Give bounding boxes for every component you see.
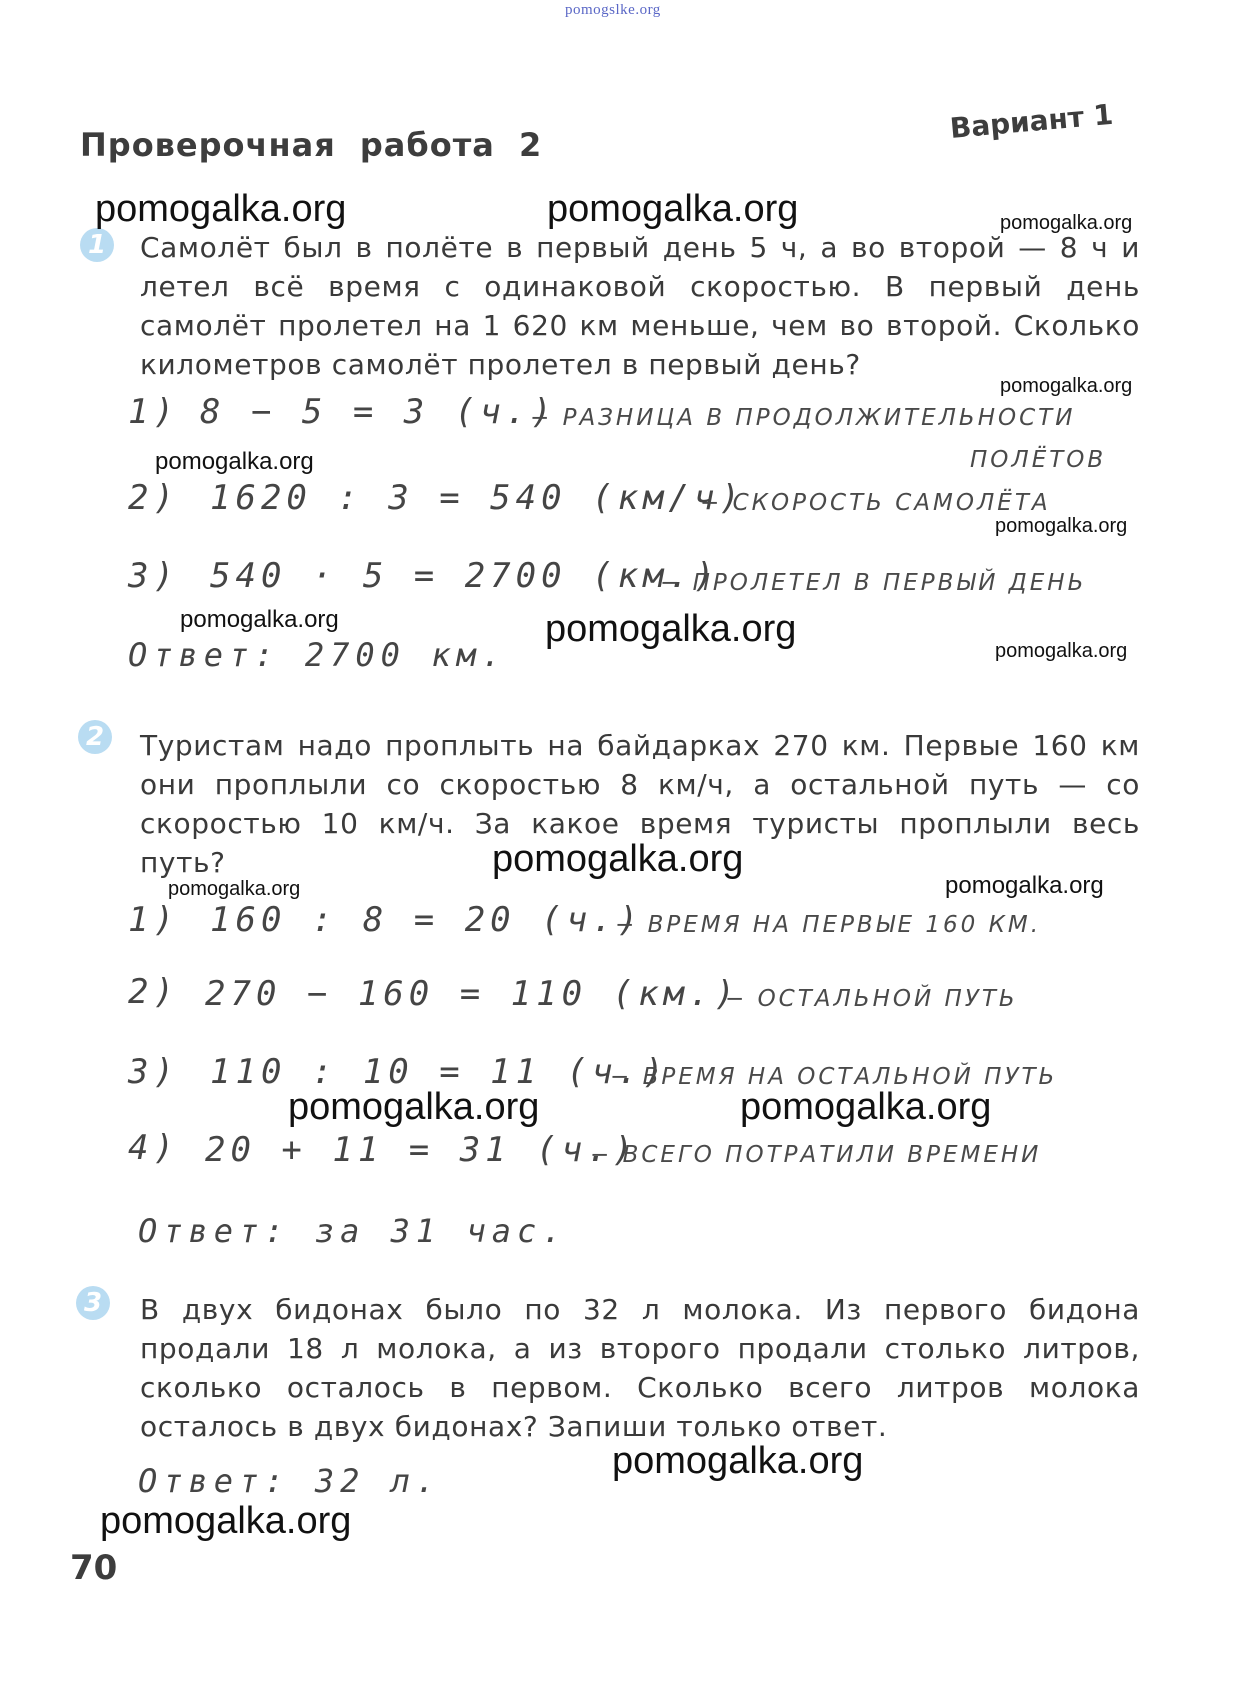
task-1-step-3-expression: 540 · 5 = 2700 (км.) [210, 556, 720, 596]
task-1-step-3-note: − ПРОЛЕТЕЛ В ПЕРВЫЙ ДЕНЬ [660, 570, 1087, 596]
task-1-step-1-note: − РАЗНИЦА В ПРОДОЛЖИТЕЛЬНОСТИ [530, 405, 1076, 431]
task-3-text: В двух бидонах было по 32 л молока. Из первого бидона продали 18 л молока, а из второго продали столько литров, сколько осталось в первом. Сколько всего литров молока осталось в двух бидонах? Запиши только ответ. [140, 1293, 1140, 1443]
task-1-text: Самолёт был в полёте в первый день 5 ч, а во второй — 8 ч и летел всё время с одинаковой скоростью. В первый день самолёт пролетел на 1 620 км меньше, чем во второй. Сколько километров самолёт пролетел в первый день? [140, 231, 1140, 381]
watermark: pomogalka.org [168, 878, 301, 900]
watermark: pomogalka.org [995, 515, 1128, 537]
watermark: pomogalka.org [547, 188, 799, 230]
task-1-step-1-expression: 8 − 5 = 3 (ч.) [200, 392, 557, 432]
task-3-answer: Ответ: 32 л. [138, 1462, 442, 1500]
task-1-step-2-number: 2) [128, 478, 179, 518]
page-title: Проверочная работа 2 [80, 126, 543, 164]
watermark: pomogalka.org [545, 608, 797, 650]
watermark: pomogalka.org [180, 606, 339, 633]
watermark: pomogalka.org [100, 1500, 352, 1542]
task-2-step-4-note: − ВСЕГО ПОТРАТИЛИ ВРЕМЕНИ [590, 1142, 1042, 1168]
task-2-step-3-expression: 110 : 10 = 11 (ч.) [210, 1052, 669, 1092]
watermark: pomogalka.org [740, 1086, 992, 1128]
watermark: pomogalka.org [995, 640, 1128, 662]
task-2-step-1-expression: 160 : 8 = 20 (ч.) [210, 900, 643, 940]
watermark: pomogalka.org [155, 448, 314, 475]
task-2-step-2-note: − ОСТАЛЬНОЙ ПУТЬ [725, 986, 1018, 1012]
task-2-step-3-number: 3) [128, 1052, 179, 1092]
task-2-step-2-expression: 270 − 160 = 110 (км.) [205, 974, 740, 1014]
top-watermark: pomogslke.org [565, 2, 661, 18]
task-1-step-1-note-continued: ПОЛЁТОВ [970, 447, 1107, 473]
watermark: pomogalka.org [612, 1440, 864, 1482]
task-1-step-2-expression: 1620 : 3 = 540 (км/ч) [210, 478, 745, 518]
task-2-answer: Ответ: за 31 час. [138, 1212, 568, 1250]
page-number: 70 [70, 1548, 118, 1588]
task-2-step-4-number: 4) [128, 1128, 179, 1168]
watermark: pomogalka.org [288, 1086, 540, 1128]
task-2-step-4-expression: 20 + 11 = 31 (ч.) [205, 1130, 638, 1170]
task-2-text: Туристам надо проплыть на байдарках 270 км. Первые 160 км они проплыли со скоростью 8 км/ч, а остальной путь — со скоростью 10 км/ч. За какое время туристы проплыли весь путь? [140, 729, 1140, 879]
watermark: pomogalka.org [95, 188, 347, 230]
watermark: pomogalka.org [492, 838, 744, 880]
watermark: pomogalka.org [945, 872, 1104, 899]
task-2-step-1-number: 1) [128, 900, 179, 940]
task-1-number-badge: 1 [80, 228, 114, 262]
task-1-step-3-number: 3) [128, 556, 179, 596]
task-1-step-1-number: 1) [128, 392, 179, 432]
variant-label: Вариант 1 [948, 97, 1115, 145]
task-2-step-3-note: − ВРЕМЯ НА ОСТАЛЬНОЙ ПУТЬ [610, 1064, 1058, 1090]
task-1-answer: Ответ: 2700 км. [128, 636, 507, 674]
task-2-step-2-number: 2) [128, 972, 179, 1012]
task-1-step-2-note: − СКОРОСТЬ САМОЛЁТА [700, 490, 1051, 516]
task-3-number-badge: 3 [76, 1286, 110, 1320]
task-2-step-1-note: − ВРЕМЯ НА ПЕРВЫЕ 160 КМ. [615, 912, 1042, 938]
watermark: pomogalka.org [1000, 212, 1133, 234]
task-2-number-badge: 2 [78, 720, 112, 754]
watermark: pomogalka.org [1000, 375, 1133, 397]
